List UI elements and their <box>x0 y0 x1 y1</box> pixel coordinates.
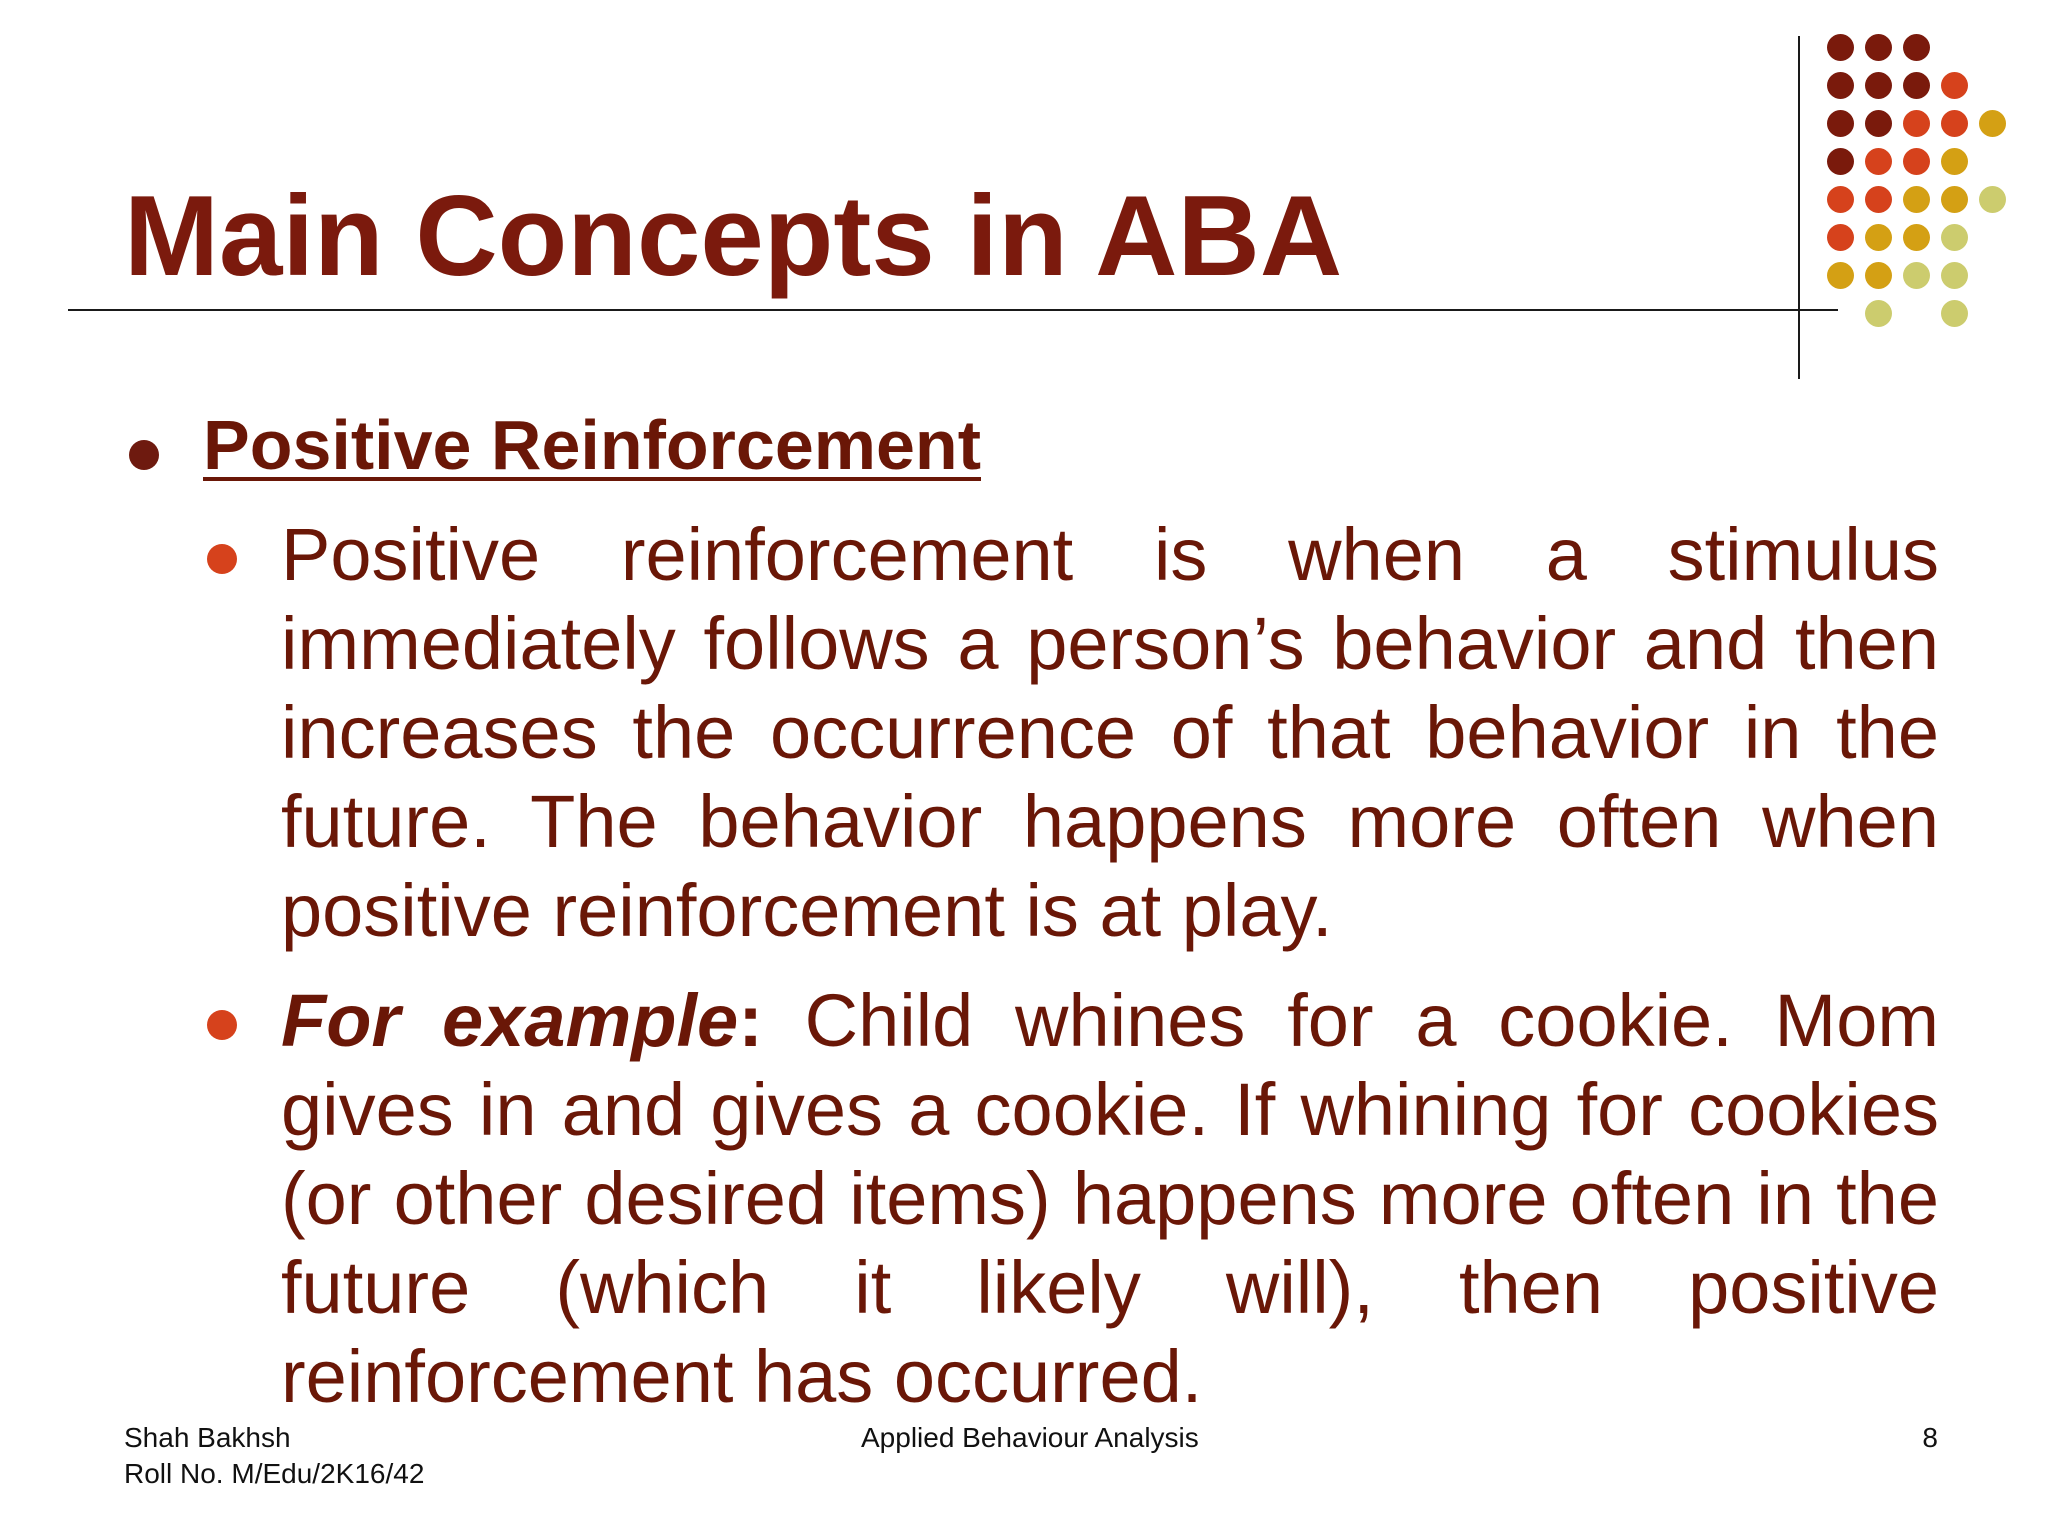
decorative-dot <box>1903 72 1930 99</box>
decorative-dot <box>1979 110 2006 137</box>
decorative-dot <box>1903 148 1930 175</box>
decorative-dot <box>1827 148 1854 175</box>
decorative-dot <box>1865 72 1892 99</box>
section-heading: Positive Reinforcement <box>203 406 981 484</box>
decorative-dot <box>1827 72 1854 99</box>
example-text: Child whines for a cookie. Mom gives in and gives a cookie. If whining for cookies (or other desired items) happens more often in the future (which it likely will), then positive reinforcement has occurred. <box>281 979 1939 1418</box>
definition-paragraph: Positive reinforcement is when a stimulus immediately follows a person’s behavior and then increases the occurrence of that behavior in the future. The behavior happens more often when positive reinforcement is at play. <box>281 513 1939 952</box>
decorative-dot <box>1865 186 1892 213</box>
decorative-dot <box>1941 262 1968 289</box>
decorative-dot <box>1941 186 1968 213</box>
decorative-dot <box>1941 148 1968 175</box>
example-colon: : <box>738 979 763 1062</box>
footer-center-title: Applied Behaviour Analysis <box>861 1422 1199 1453</box>
decorative-dot <box>1865 110 1892 137</box>
decorative-dot <box>1941 224 1968 251</box>
bullet-level2-icon <box>207 1010 237 1040</box>
decorative-dot <box>1979 186 2006 213</box>
title-divider <box>68 309 1838 311</box>
page-number: 8 <box>1922 1422 1938 1453</box>
decorative-dot <box>1865 224 1892 251</box>
decorative-dot <box>1827 34 1854 61</box>
example-paragraph <box>281 976 1939 1421</box>
example-label: For example <box>281 979 739 1062</box>
decorative-dot <box>1827 110 1854 137</box>
footer-roll-number: Roll No. M/Edu/2K16/42 <box>124 1458 425 1489</box>
decorative-dot <box>1941 110 1968 137</box>
decorative-dot <box>1903 34 1930 61</box>
decorative-dot <box>1903 186 1930 213</box>
slide-title: Main Concepts in ABA <box>124 173 1343 300</box>
decorative-dot <box>1827 224 1854 251</box>
bullet-level1-icon <box>129 440 159 470</box>
decorative-dot <box>1903 224 1930 251</box>
decorative-dot <box>1827 186 1854 213</box>
footer-author: Shah Bakhsh <box>124 1422 291 1453</box>
decorative-dot <box>1865 148 1892 175</box>
vertical-divider <box>1798 36 1800 379</box>
bullet-level2-icon <box>207 544 237 574</box>
decorative-dot <box>1865 34 1892 61</box>
decorative-dot <box>1941 72 1968 99</box>
decorative-dot <box>1865 300 1892 327</box>
decorative-dot <box>1903 262 1930 289</box>
decorative-dot <box>1941 300 1968 327</box>
decorative-dot <box>1903 110 1930 137</box>
footer-left <box>124 1420 424 1492</box>
decorative-dot <box>1827 262 1854 289</box>
decorative-dot <box>1865 262 1892 289</box>
